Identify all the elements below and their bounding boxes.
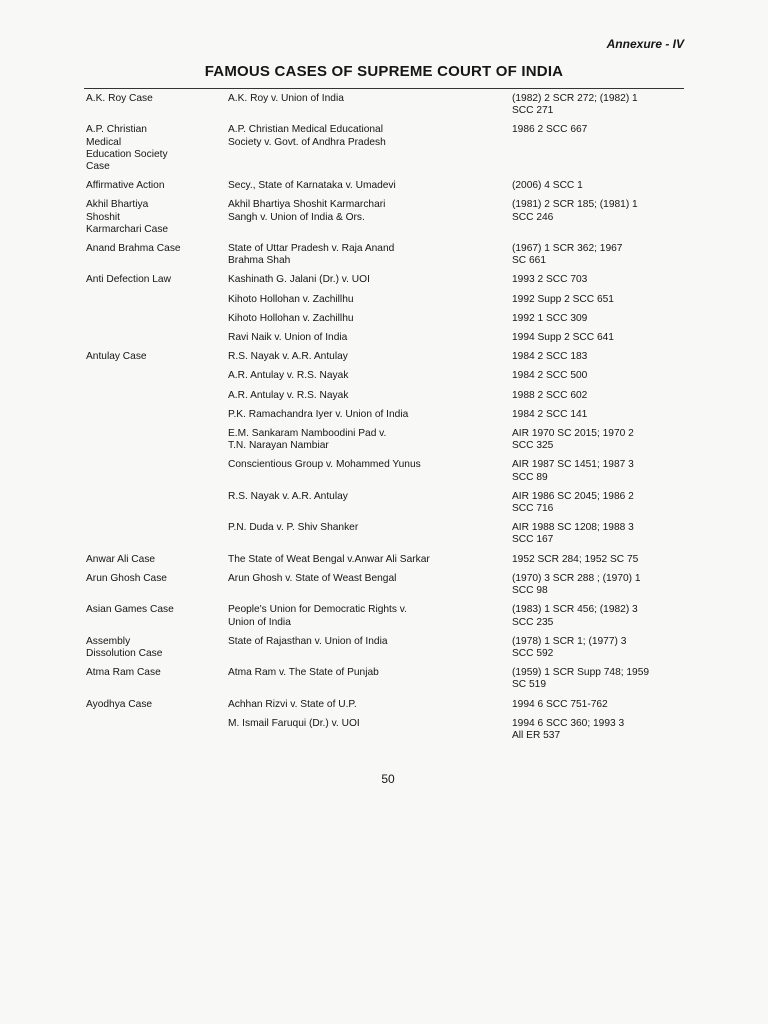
case-citation: AIR 1988 SC 1208; 1988 3 SCC 167	[512, 522, 634, 546]
case-name	[86, 718, 228, 742]
page-title: FAMOUS CASES OF SUPREME COURT OF INDIA	[204, 63, 564, 80]
case-name	[86, 491, 228, 515]
case-name	[86, 332, 228, 344]
case-name	[86, 390, 228, 402]
case-parties: Ravi Naik v. Union of India	[228, 332, 348, 344]
table-row	[86, 491, 686, 515]
case-name: Affirmative Action	[86, 180, 165, 192]
case-parties: Kihoto Hollohan v. Zachillhu	[228, 312, 354, 324]
table-row	[86, 699, 686, 711]
case-citation: 1994 6 SCC 360; 1993 3 All ER 537	[512, 717, 625, 741]
table-row	[86, 332, 686, 344]
table-row	[86, 180, 686, 192]
case-citation: (1982) 2 SCR 272; (1982) 1 SCC 271	[512, 93, 638, 117]
case-parties: E.M. Sankaram Namboodini Pad v. T.N. Narayan Nambiar	[228, 428, 387, 452]
case-parties: Kihoto Hollohan v. Zachillhu	[228, 293, 354, 305]
case-parties: A.P. Christian Medical Educational Society v. Govt. of Andhra Pradesh	[228, 124, 386, 148]
case-citation: 1952 SCR 284; 1952 SC 75	[512, 553, 639, 565]
case-name: Antulay Case	[86, 351, 147, 363]
table-row	[86, 243, 686, 267]
case-name: A.P. Christian Medical Education Society Case	[86, 124, 168, 173]
table-row	[86, 604, 686, 628]
case-parties: Achhan Rizvi v. State of U.P.	[228, 698, 357, 710]
case-citation: 1994 Supp 2 SCC 641	[512, 332, 614, 344]
case-name: Anand Brahma Case	[86, 243, 181, 255]
table-row	[86, 351, 686, 363]
table-row	[86, 294, 686, 306]
case-parties: Akhil Bhartiya Shoshit Karmarchari Sangh v. Union of India & Ors.	[228, 199, 386, 223]
case-name: Atma Ram Case	[86, 667, 161, 679]
case-name: Arun Ghosh Case	[86, 572, 167, 584]
case-citation: (1981) 2 SCR 185; (1981) 1 SCC 246	[512, 199, 638, 223]
case-name	[86, 313, 228, 325]
case-name: Anti Defection Law	[86, 274, 171, 286]
case-parties: People's Union for Democratic Rights v. Union of India	[228, 604, 407, 628]
table-row	[86, 409, 686, 421]
case-name	[86, 294, 228, 306]
case-citation: 1984 2 SCC 183	[512, 351, 588, 363]
case-parties: A.R. Antulay v. R.S. Nayak	[228, 389, 349, 401]
case-name: Anwar Ali Case	[86, 553, 156, 565]
table-row	[86, 93, 686, 117]
case-parties: Atma Ram v. The State of Punjab	[228, 667, 379, 679]
case-citation: 1984 2 SCC 500	[512, 370, 588, 382]
table-row	[86, 428, 686, 452]
case-name: Akhil Bhartiya Shoshit Karmarchari Case	[86, 199, 169, 235]
case-citation: (1978) 1 SCR 1; (1977) 3 SCC 592	[512, 635, 627, 659]
case-citation: (1983) 1 SCR 456; (1982) 3 SCC 235	[512, 604, 638, 628]
case-parties: State of Rajasthan v. Union of India	[228, 635, 388, 647]
case-name	[86, 522, 228, 546]
case-citation: 1992 1 SCC 309	[512, 312, 588, 324]
table-row	[86, 313, 686, 325]
case-citation: AIR 1970 SC 2015; 1970 2 SCC 325	[512, 428, 634, 452]
case-citation: AIR 1987 SC 1451; 1987 3 SCC 89	[512, 459, 634, 483]
table-row	[86, 554, 686, 566]
case-citation: (1959) 1 SCR Supp 748; 1959 SC 519	[512, 667, 650, 691]
case-citation: (1967) 1 SCR 362; 1967 SC 661	[512, 243, 623, 267]
table-row	[86, 124, 686, 173]
case-name: A.K. Roy Case	[86, 93, 153, 104]
case-citation: (2006) 4 SCC 1	[512, 180, 583, 192]
case-parties: The State of Weat Bengal v.Anwar Ali Sarkar	[228, 553, 430, 565]
case-name	[86, 409, 228, 421]
case-citation: 1994 6 SCC 751-762	[512, 698, 608, 710]
case-name	[86, 459, 228, 483]
case-citation: 1993 2 SCC 703	[512, 274, 588, 286]
case-parties: A.R. Antulay v. R.S. Nayak	[228, 370, 349, 382]
table-row	[86, 199, 686, 236]
table-row	[86, 718, 686, 742]
table-row	[86, 636, 686, 660]
case-parties: Kashinath G. Jalani (Dr.) v. UOI	[228, 274, 370, 286]
case-parties: R.S. Nayak v. A.R. Antulay	[228, 351, 348, 363]
table-row	[86, 667, 686, 691]
case-parties: P.N. Duda v. P. Shiv Shanker	[228, 522, 359, 534]
page-number: 50	[381, 772, 395, 786]
case-parties: R.S. Nayak v. A.R. Antulay	[228, 490, 348, 502]
case-citation: (1970) 3 SCR 288 ; (1970) 1 SCC 98	[512, 572, 641, 597]
table-row	[86, 522, 686, 546]
case-citation: 1992 Supp 2 SCC 651	[512, 293, 614, 305]
annexure-label: Annexure - IV	[606, 37, 684, 51]
table-row	[86, 370, 686, 382]
case-name: Asian Games Case	[86, 604, 174, 616]
case-citation: 1988 2 SCC 602	[512, 389, 588, 401]
table-row	[86, 274, 686, 286]
case-parties: Conscientious Group v. Mohammed Yunus	[228, 459, 421, 471]
table-row	[86, 573, 686, 597]
case-citation: 1984 2 SCC 141	[512, 408, 588, 420]
case-citation: 1986 2 SCC 667	[512, 124, 588, 136]
case-citation: AIR 1986 SC 2045; 1986 2 SCC 716	[512, 490, 634, 515]
case-name	[86, 370, 228, 382]
case-name	[86, 428, 228, 452]
title-rule	[84, 88, 684, 89]
table-row	[86, 459, 686, 483]
case-parties: P.K. Ramachandra Iyer v. Union of India	[228, 408, 409, 420]
case-parties: M. Ismail Faruqui (Dr.) v. UOI	[228, 717, 360, 729]
cases-table	[86, 93, 686, 742]
case-name: Ayodhya Case	[86, 698, 153, 710]
case-parties: Arun Ghosh v. State of Weast Bengal	[228, 572, 397, 584]
case-parties: A.K. Roy v. Union of India	[228, 93, 344, 104]
case-parties: State of Uttar Pradesh v. Raja Anand Brahma Shah	[228, 243, 395, 267]
table-row	[86, 390, 686, 402]
case-name: Assembly Dissolution Case	[86, 635, 163, 659]
case-parties: Secy., State of Karnataka v. Umadevi	[228, 180, 396, 192]
